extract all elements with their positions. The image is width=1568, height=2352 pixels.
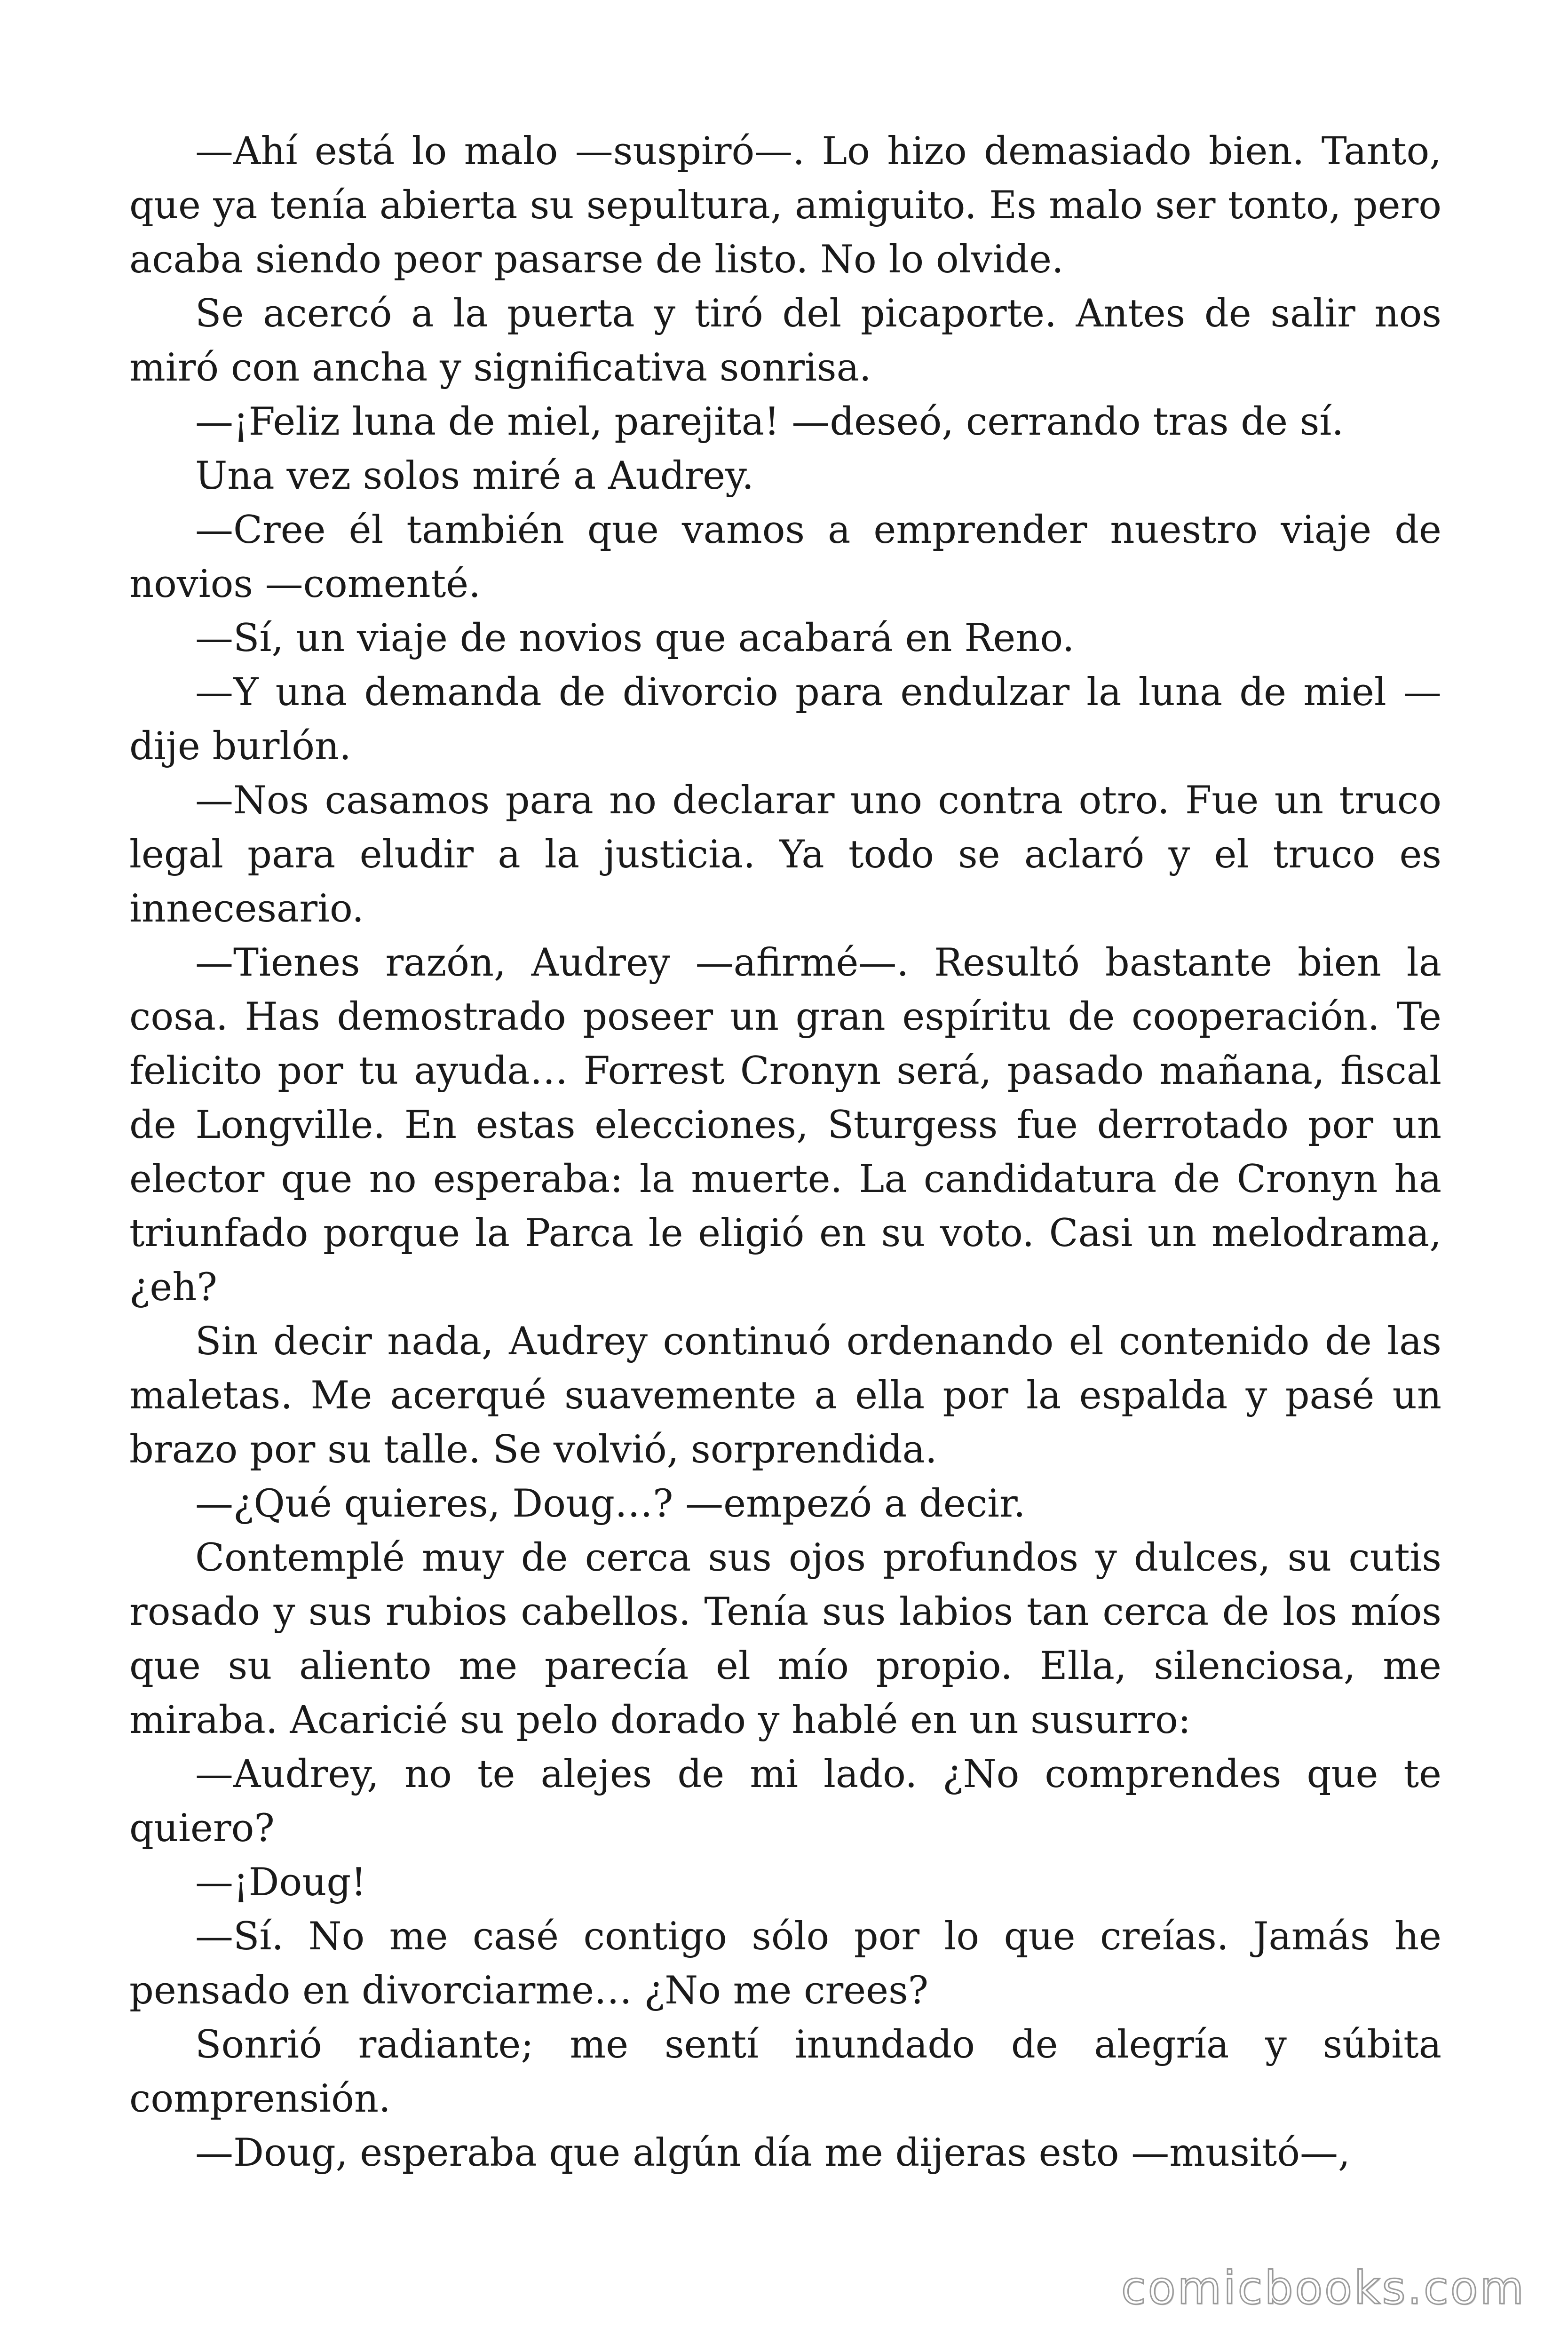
paragraph: Una vez solos miré a Audrey. bbox=[195, 454, 754, 498]
paragraph: Contemplé muy de cerca sus ojos profundos y dulces, su cutis rosado y sus rubios cabellos. Tenía sus labios tan cerca de los míos que su aliento me parecía el mío propio. Ella, silenciosa, me miraba. Acaricié su pelo dorado y hablé en un susurro: bbox=[129, 1536, 1441, 1742]
paragraph: —Y una demanda de divorcio para endulzar la luna de miel —dije burlón. bbox=[129, 670, 1441, 769]
paragraph: Sonrió radiante; me sentí inundado de alegría y súbita comprensión. bbox=[129, 2023, 1441, 2121]
paragraph: Sin decir nada, Audrey continuó ordenando el contenido de las maletas. Me acerqué suavemente a ella por la espalda y pasé un brazo por su talle. Se volvió, sorprendida. bbox=[129, 1319, 1441, 1472]
paragraph: —Audrey, no te alejes de mi lado. ¿No comprendes que te quiero? bbox=[129, 1752, 1441, 1851]
paragraph: —Nos casamos para no declarar uno contra otro. Fue un truco legal para eludir a la justicia. Ya todo se aclaró y el truco es innecesario. bbox=[129, 779, 1441, 931]
paragraph: —Sí. No me casé contigo sólo por lo que creías. Jamás he pensado en divorciarme… ¿No me crees? bbox=[129, 1915, 1441, 2013]
paragraph: —Sí, un viaje de novios que acabará en Reno. bbox=[195, 616, 1075, 660]
paragraph: —¡Feliz luna de miel, parejita! —deseó, cerrando tras de sí. bbox=[195, 400, 1344, 444]
watermark: comicbooks.com bbox=[1121, 2262, 1526, 2314]
paragraph: —Tienes razón, Audrey —afirmé—. Resultó bastante bien la cosa. Has demostrado poseer un gran espíritu de cooperación. Te felicito por tu ayuda… Forrest Cronyn será, pasado mañana, fiscal de Longville. En estas elecciones, Sturgess fue derrotado por un elector que no esperaba: la muerte. La candidatura de Cronyn ha triunfado porque la Parca le eligió en su voto. Casi un melodrama, ¿eh? bbox=[129, 941, 1441, 1310]
paragraph: —¡Doug! bbox=[195, 1860, 366, 1905]
paragraph: —Ahí está lo malo —suspiró—. Lo hizo demasiado bien. Tanto, que ya tenía abierta su sepultura, amiguito. Es malo ser tonto, pero acaba siendo peor pasarse de listo. No lo olvide. bbox=[129, 129, 1441, 282]
paragraph: Se acercó a la puerta y tiró del picaporte. Antes de salir nos miró con ancha y significativa sonrisa. bbox=[129, 292, 1441, 390]
page-body bbox=[129, 125, 1441, 2180]
paragraph: —¿Qué quieres, Doug…? —empezó a decir. bbox=[195, 1482, 1026, 1526]
paragraph: —Doug, esperaba que algún día me dijeras esto —musitó—, bbox=[195, 2131, 1350, 2175]
paragraph: —Cree él también que vamos a emprender nuestro viaje de novios —comenté. bbox=[129, 508, 1441, 606]
